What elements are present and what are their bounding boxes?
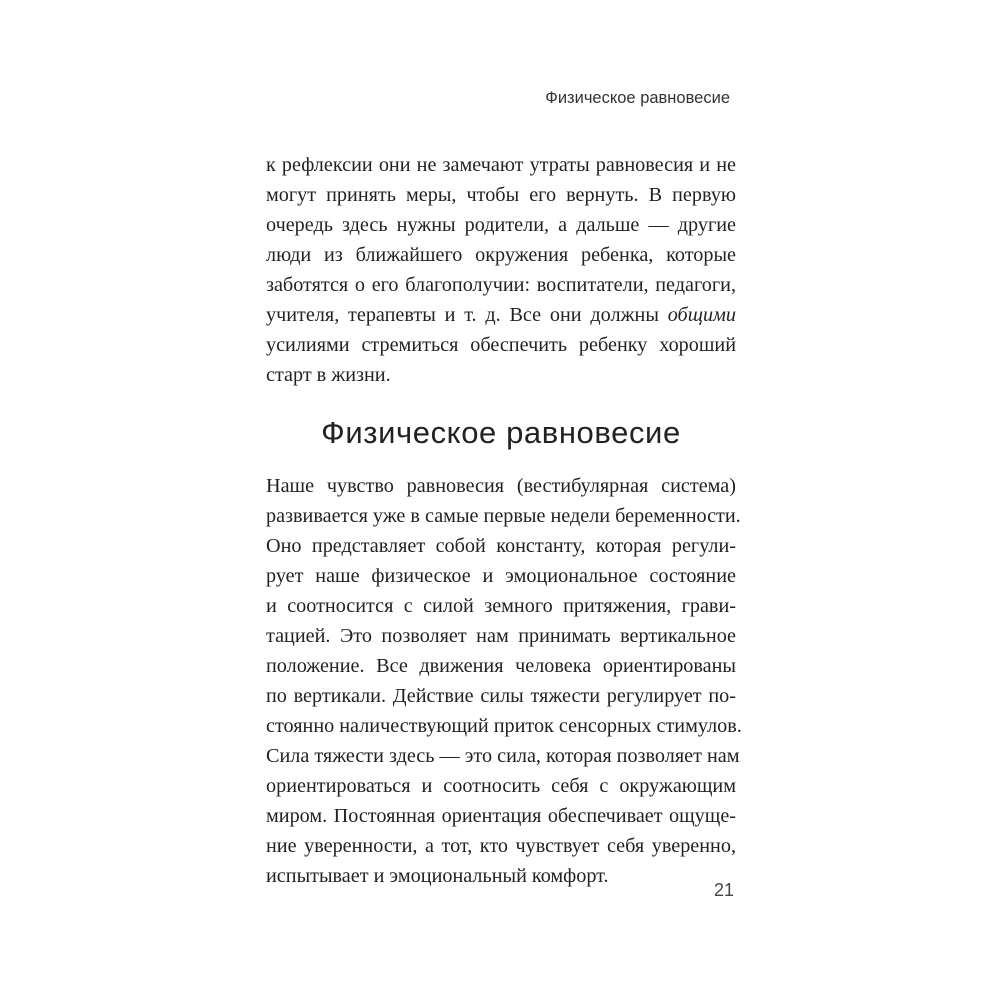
- text-segment: учителя, терапевты и т. д. Все они должны: [266, 304, 659, 326]
- text-line: испытывает и эмоциональный комфорт.: [266, 865, 609, 887]
- text-line: Наше чувство равновесия (вестибулярная система): [266, 475, 736, 497]
- section-heading: Физическое равновесие: [321, 415, 681, 450]
- text-line-with-emphasis: [266, 300, 736, 330]
- emphasis-word: общими: [667, 304, 737, 326]
- text-line: положение. Все движения человека ориентированы: [266, 655, 736, 677]
- text-line: стоянно наличествующий приток сенсорных стимулов.: [266, 715, 742, 737]
- text-line: ориентироваться и соотносить себя с окружающим: [266, 775, 736, 797]
- text-line: Оно представляет собой константу, которая регули-: [266, 535, 736, 557]
- text-line: ние уверенности, а тот, кто чувствует себя уверенно,: [266, 835, 736, 857]
- text-line: рует наше физическое и эмоциональное состояние: [266, 565, 736, 587]
- text-line: очередь здесь нужны родители, а дальше — другие: [266, 214, 736, 236]
- running-head: Физическое равновесие: [545, 89, 730, 107]
- text-line: могут принять меры, чтобы его вернуть. В первую: [266, 184, 736, 206]
- text-line: старт в жизни.: [266, 364, 391, 386]
- page-number: 21: [713, 880, 734, 900]
- text-line: усилиями стремиться обеспечить ребенку хороший: [266, 334, 736, 356]
- text-line: и соотносится с силой земного притяжения, грави-: [266, 595, 736, 617]
- text-line: к рефлексии они не замечают утраты равновесия и не: [266, 154, 736, 176]
- text-line: тацией. Это позволяет нам принимать вертикальное: [266, 625, 736, 647]
- text-line: миром. Постоянная ориентация обеспечивает ощуще-: [266, 805, 736, 827]
- text-line: заботятся о его благополучии: воспитатели, педагоги,: [266, 274, 736, 296]
- text-line: по вертикали. Действие силы тяжести регулирует по-: [266, 685, 736, 707]
- text-line: люди из ближайшего окружения ребенка, которые: [266, 244, 736, 266]
- paragraph-body: [266, 471, 742, 891]
- text-line: Сила тяжести здесь — это сила, которая позволяет нам: [266, 745, 740, 767]
- paragraph-continued: [266, 150, 736, 390]
- text-line: развивается уже в самые первые недели беременности.: [266, 505, 741, 527]
